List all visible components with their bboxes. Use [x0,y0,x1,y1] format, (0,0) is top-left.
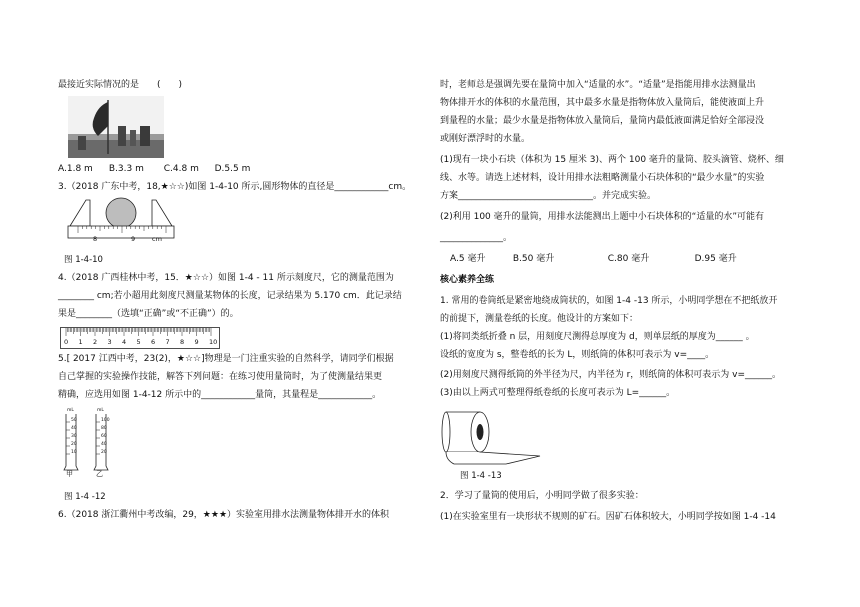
s2-option-d: D.95 毫升 [694,254,737,264]
s1-line-2: 线、水等。请选上述材料，设计用排水法粗略测量小石块体积的“最少水量”的实验 [440,173,765,183]
q5-line-3: 精确，应选用如图 1-4-12 所示中的____________量筒，其量程是____________。 [58,390,382,400]
cylinder-tick-label: 60 [101,434,107,439]
cylinder-tick-label: 10 [71,450,77,455]
ruler-tick-8: 8 [93,235,98,243]
ruler-number: 4 [122,338,127,346]
ruler-tick-unit: cm [152,235,162,243]
s2-option-a: A.5 毫升 [450,254,486,264]
p1-line-4: 或刚好漂浮时的水量。 [440,134,531,144]
s1-line-3: 方案______________________________。并完成实验。 [440,191,657,201]
p1-line-3: 到量程的水量；最少水量是指物体放入量筒后，量筒内最低液面满足恰好全部浸没 [440,116,765,126]
c1-line-1: 1. 常用的卷筒纸是紧密地绕成筒状的，如图 1-4 -13 所示，小明同学想在不把纸放开 [440,296,778,306]
ruler-number: 9 [194,338,199,346]
cylinder-unit-a: mL [67,408,74,413]
q5-line-2: 自己掌握的实验操作技能，解答下列问题：在练习使用量筒时，为了使测量结果更 [58,372,383,382]
s2-option-c: C.80 毫升 [607,254,650,264]
s2-option-b: B.50 毫升 [512,254,555,264]
q2-options [58,164,250,175]
cylinder-label-jia: 甲 [66,470,73,478]
c1-step-3: (3)由以上两式可整理得纸卷纸的长度可表示为 L=______。 [440,388,676,398]
ruler-number: 7 [165,338,170,346]
flag-photo [68,96,164,158]
q4-line-3: 果是________（选填“正确”或“不正确”）的。 [58,309,239,319]
fig-1-4-10-caption: 图 1-4-10 [64,255,103,265]
s2-line-2: ______________。 [440,233,513,243]
ruler-number: 3 [107,338,112,346]
p1-line-1: 时，老师总是强调先要在量筒中加入“适量的水”。“适量”是指能用排水法测量出 [440,80,756,90]
cylinder-tick-label: 30 [71,434,77,439]
q4-line-1: 4.（2018 广西桂林中考，15．★☆☆）如图 1-4 - 11 所示刻度尺，它的测量范围为 [58,273,394,283]
q6-text: 6.（2018 浙江衢州中考改编，29，★★★）实验室用排水法测量物体排开水的体积 [58,510,390,520]
ruler-number: 6 [151,338,156,346]
c1-step-2: (2)用刻度尺测得纸筒的外半径为尺，内半径为 r，则纸筒的体积可表示为 v=______。 [440,370,782,380]
section-title: 核心素养全练 [440,275,495,285]
c2-text: 2．学习了量筒的使用后，小明同学做了很多实验： [440,491,644,501]
cylinder-tick-label: 20 [71,442,77,447]
ruler-number: 10 [209,338,218,346]
ruler-number: 1 [78,338,83,346]
ruler-tick-9: 9 [131,235,136,243]
cylinder-tick-label: 100 [101,418,110,423]
cylinder-tick-label: 20 [101,450,107,455]
s1-line-1: (1)现有一块小石块（体积为 15 厘米 3)、两个 100 毫升的量筒、胶头滴管、烧杯、细 [440,155,784,165]
ruler-number: 5 [136,338,141,346]
q5-line-1: 5.[ 2017 江西中考，23(2)，★☆☆]物理是一门注重实验的自然科学，请同学们根据 [58,354,394,364]
ruler-number: 0 [64,338,69,346]
cylinder-label-yi: 乙 [96,470,103,478]
fig-1-4-12-caption: 图 1-4 -12 [64,492,106,502]
cylinder-tick-label: 80 [101,426,107,431]
ruler-number: 2 [93,338,98,346]
q2-option-c: C.4.8 m [163,164,199,174]
s2-line-1: (2)利用 100 毫升的量筒，用排水法能测出上题中小石块体积的“适量的水”可能有 [440,212,764,222]
fig-1-4-13-caption: 图 1-4 -13 [460,471,502,481]
cylinder-tick-label: 40 [71,426,77,431]
p1-line-2: 物体排开水的体积的水量范围，其中最多水量是指物体放入量筒后，能使液面上升 [440,98,765,108]
q2-option-a: A.1.8 m [58,164,93,174]
fig-1-4-13-paper-roll [440,404,550,466]
c2-step-1: (1)在实验室里有一块形状不规则的矿石。因矿石体积较大，小明同学按如图 1-4 -14 [440,512,776,522]
cylinder-unit-b: mL [97,408,104,413]
c1-step-1: (1)将同类纸折叠 n 层，用刻度尺测得总厚度为 d，则单层纸的厚度为______ 。 [440,332,755,342]
q2-option-b: B.3.3 m [108,164,144,174]
c1-line-2: 的前提下，测量卷纸的长度。他设计的方案如下： [440,314,639,324]
cylinder-tick-label: 50 [71,418,77,423]
c1-step-1b: 设纸的宽度为 s，整卷纸的长为 L，则纸筒的体积可表示为 v=____。 [440,350,715,360]
q2-tail-text: 最接近实际情况的是 ( ) [58,80,183,90]
q3-text: 3.（2018 广东中考，18,★☆☆)如图 1-4-10 所示,圆形物体的直径是____________cm。 [58,182,412,192]
q2-option-d: D.5.5 m [214,164,251,174]
q4-line-2: ________ cm;若小超用此刻度尺测量某物体的长度，记录结果为 5.170 cm．此记录结 [58,291,402,301]
cylinder-tick-label: 40 [101,442,107,447]
s2-options [450,254,737,265]
ruler-number: 8 [180,338,185,346]
